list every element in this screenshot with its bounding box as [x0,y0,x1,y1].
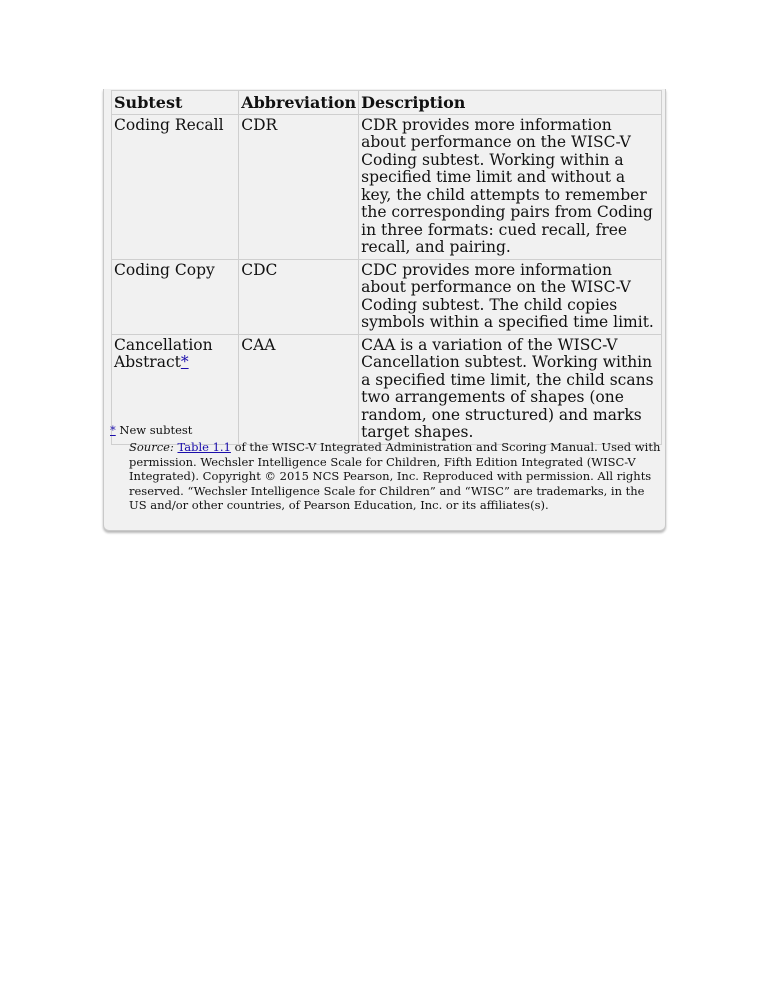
column-header-abbreviation: Abbreviation [239,91,359,115]
description-cell: CDR provides more information about performance on the WISC-V Coding subtest. Working within a specified time limit and without a key, the child attempts to remember the corresponding pairs from Coding in three formats: cued recall, free recall, and pairing. [359,114,662,259]
subtest-cell [112,259,239,334]
table-row [112,114,662,259]
table-reference-link[interactable]: Table 1.1 [177,440,231,454]
description-cell: CDC provides more information about performance on the WISC-V Coding subtest. The child copies symbols within a specified time limit. [359,259,662,334]
table-panel [103,89,666,531]
subtest-name: Coding Copy [114,260,215,279]
subtest-name: Coding Recall [114,115,224,134]
source-label: Source: [129,440,174,454]
source-note [129,440,661,513]
column-header-subtest: Subtest [112,91,239,115]
table-header-row [112,91,662,115]
table-row [112,259,662,334]
description-cell: CAA is a variation of the WISC-V Cancellation subtest. Working within a specified time limit, the child scans two arrangements of shapes (one random, one structured) and marks target shapes. [359,334,662,444]
abbreviation-cell: CDR [239,114,359,259]
subtest-cell [112,114,239,259]
subtest-name: Cancellation Abstract [114,335,213,371]
abbreviation-cell: CAA [239,334,359,444]
column-header-description: Description [359,91,662,115]
footnote [110,423,192,438]
abbreviation-cell: CDC [239,259,359,334]
footnote-marker-link[interactable]: * [180,353,189,371]
subtest-table [111,90,662,445]
source-text: of the WISC-V Integrated Administration and Scoring Manual. Used with permission. Wechsler Intelligence Scale for Children, Fifth Edition Integrated (WISC-V Integrated). Copyright © 2015 NCS Pearson, Inc. Reproduced with permission. All rights reserved. “Wechsler Intelligence Scale for Children” and “WISC” are trademarks, in the US and/or other countries, of Pearson Education, Inc. or its affiliates(s). [129,440,661,512]
footnote-text: New subtest [115,423,193,437]
table-row [112,334,662,444]
footnote-backlink[interactable]: * [110,423,116,437]
